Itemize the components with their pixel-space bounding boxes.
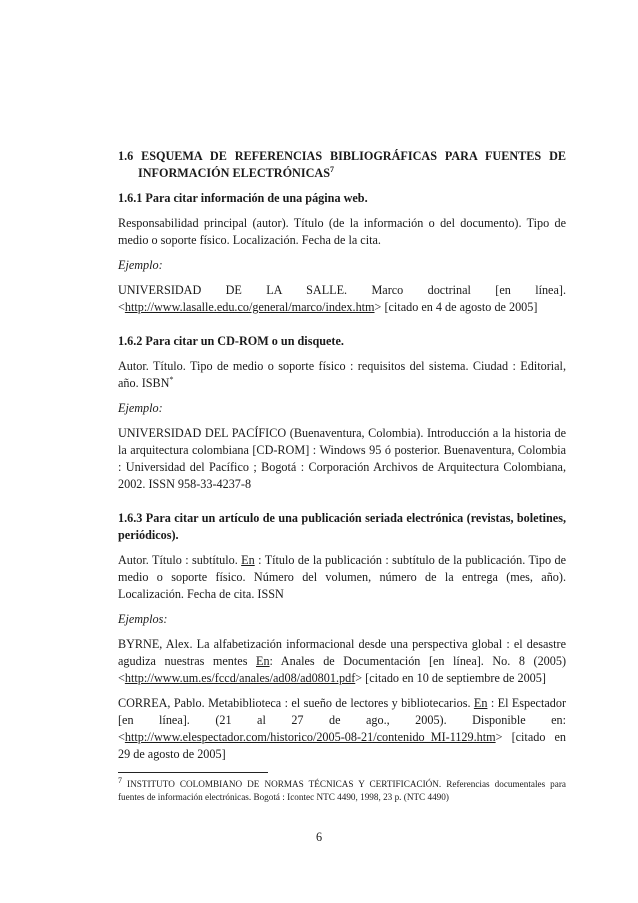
- schema-cd-rom: Autor. Título. Tipo de medio o soporte físico : requisitos del sistema. Ciudad : Editorial, año. ISBN*: [118, 359, 566, 390]
- subsection-title-1-6-1: 1.6.1 Para citar información de una página web.: [118, 191, 368, 205]
- example-web-line2: <http://www.lasalle.edu.co/general/marco/index.htm> [citado en 4 de agosto de 2005]: [118, 300, 538, 314]
- examples-label: Ejemplos:: [118, 612, 168, 626]
- example-cd-rom: UNIVERSIDAD DEL PACÍFICO (Buenaventura, Colombia). Introducción a la historia de la arquitectura colombiana [CD-ROM] : Windows 95 ó posterior. Buenaventura, Colombia : Universidad del Pacífico ; Bogotá : Corporación Archivos de Arquitectura Colombiana, 2002. ISSN 958-33-4237-8: [118, 426, 566, 491]
- footnote-7: $^7$ INSTITUTO COLOMBIANO DE NORMAS TÉCNICAS Y CERTIFICACIÓN. Referencias documentales para fuentes de información electrónicas. Bogotá : Icontec NTC 4490, 1998, 23 p. (NTC 4490): [118, 775, 566, 802]
- asterisk-footnote-ref: *: [169, 374, 174, 384]
- example-label: Ejemplo:: [118, 401, 163, 415]
- example-web-line1: UNIVERSIDAD DE LA SALLE. Marco doctrinal [en línea].: [118, 283, 566, 297]
- footnote-separator: [118, 772, 268, 773]
- footnote-ref[interactable]: 7: [329, 164, 334, 174]
- schema-web-page: Responsabilidad principal (autor). Título (de la información o del documento). Tipo de medio o soporte físico. Localización. Fecha de la cita.: [118, 216, 566, 247]
- example-correa: CORREA, Pablo. Metabiblioteca : el sueño de lectores y bibliotecarios. En : El Espectador [en línea]. (21 al 27 de ago., 2005). Disponible en: <http://www.elespectador.com/historico/2005-08-21/contenido_MI-1129.htm> [citado en 29 de agosto de 2005]: [118, 696, 567, 761]
- section-heading: 1.6 ESQUEMA DE REFERENCIAS BIBLIOGRÁFICAS PARA FUENTES DE: [118, 149, 566, 163]
- subsection-title-1-6-2: 1.6.2 Para citar un CD-ROM o un disquete.: [118, 334, 344, 348]
- example-byrne: BYRNE, Alex. La alfabetización informacional desde una perspectiva global : el desastre agudiza nuestras mentes En: Anales de Documentación [en línea]. No. 8 (2005) <http://www.um.es/fccd/anales/ad08/ad0801.pdf> [citado en 10 de septiembre de 2005]: [118, 637, 566, 685]
- lasalle-link[interactable]: http://www.lasalle.edu.co/general/marco/index.htm: [124, 300, 375, 314]
- um-es-link[interactable]: http://www.um.es/fccd/anales/ad08/ad0801.pdf: [124, 671, 356, 685]
- schema-serial-article: Autor. Título : subtítulo. En : Título de la publicación : subtítulo de la publicación. Tipo de medio o soporte físico. Número del volumen, número de la entrega (mes, año). Localización. Fecha de cita. ISSN: [118, 553, 566, 601]
- page-number: 6: [315, 830, 323, 844]
- example-label: Ejemplo:: [118, 258, 163, 272]
- section-heading-continued: INFORMACIÓN ELECTRÓNICAS$^7$: [138, 164, 334, 180]
- subsection-title-1-6-3: 1.6.3 Para citar un artículo de una publicación seriada electrónica (revistas, boletines, periódicos).: [118, 511, 566, 542]
- elespectador-link[interactable]: http://www.elespectador.com/historico/2005-08-21/contenido_MI-1129.htm: [124, 730, 496, 744]
- document-page: [118, 148, 566, 804]
